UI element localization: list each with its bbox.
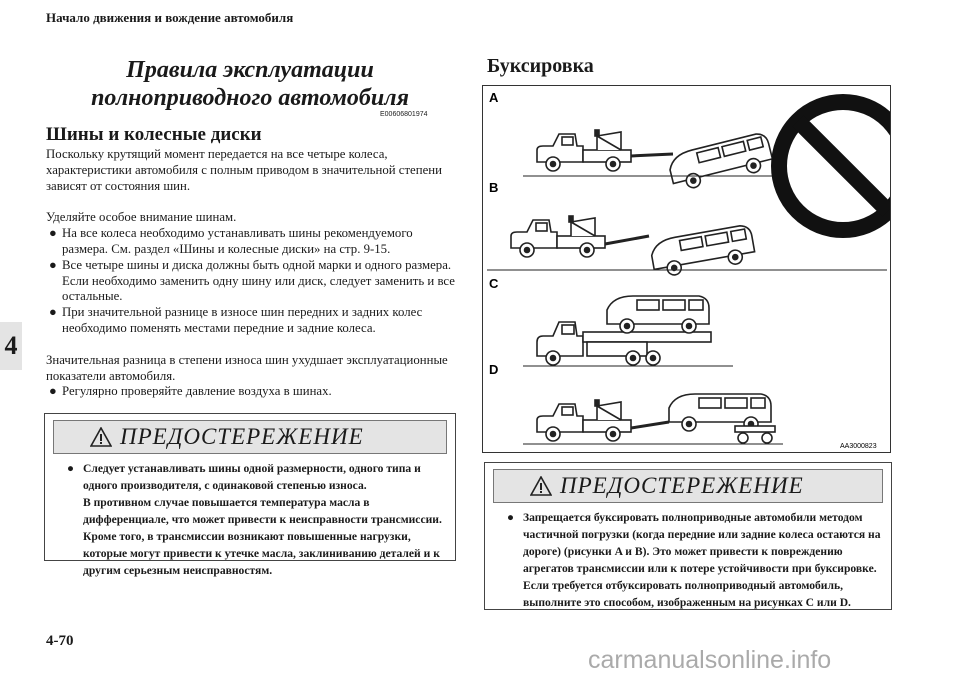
list-item: ● При значительной разнице в износе шин передних и задних колес необходимо поменять местами передние и задние колеса. xyxy=(49,305,423,335)
list-item: ● Регулярно проверяйте давление воздуха в шинах. xyxy=(49,384,332,399)
towing-figure xyxy=(482,85,891,453)
figure-label-b: B xyxy=(489,180,499,195)
bullet-icon: ● xyxy=(49,226,57,241)
figure-code: AA3000823 xyxy=(840,443,877,450)
tires-text xyxy=(46,147,456,400)
warning-title: ПРЕДОСТЕРЕЖЕНИЕ xyxy=(120,424,364,449)
paragraph: Поскольку крутящий момент передается на все четыре колеса, характеристики автомобиля с полным приводом в значительной степени зависят от состояния шин. xyxy=(46,147,442,193)
warning-body: ● Запрещается буксировать полноприводные автомобили методом частичной погрузки (когда передние или задние колеса остаются на дороге) (рисунки A и B). Это может привести к повреждению агрегатов трансмиссии или к потере устойчивости при буксировке. Если требуется отбуксировать полноприводный автомобиль, выполните это способом, изображенным на рисунках C или D. xyxy=(507,511,881,609)
figure-label-a: A xyxy=(489,90,499,105)
suv-a xyxy=(667,132,775,193)
list-item: ● Все четыре шины и диска должны быть одной марки и одного размера. xyxy=(49,257,452,272)
bullet-icon: ● xyxy=(49,384,57,399)
bullet-icon: ● xyxy=(49,257,57,272)
warning-box-towing xyxy=(484,462,892,610)
list-item-note: Если необходимо заменить одну шину или диск, следует заменить и все остальные. xyxy=(62,273,455,304)
tow-truck-d xyxy=(537,400,631,441)
paragraph: Уделяйте особое внимание шинам. xyxy=(46,210,237,225)
warning-box-tires xyxy=(44,413,456,577)
running-header: Начало движения и вождение автомобиля xyxy=(46,10,294,25)
dolly-d xyxy=(735,426,775,443)
warning-body: ● Следует устанавливать шины одной размерности, одного типа и одного производителя, с одинаковой степенью износа. В противном случае повышается температура масла в дифференциале, что может привести к неисправности трансмиссии. Кроме того, в трансмиссии возникают повышенные нагрузки, которые могут привести к утечке масла, заклиниванию деталей и к другим серьезным неисправностям. xyxy=(67,462,442,577)
tow-truck-b xyxy=(511,216,605,257)
section-code: E00606801974 xyxy=(380,111,428,118)
warning-title: ПРЕДОСТЕРЕЖЕНИЕ xyxy=(560,473,804,498)
no-entry-icon xyxy=(779,102,890,230)
bullet-icon: ● xyxy=(507,511,515,524)
bullet-icon: ● xyxy=(49,305,57,320)
suv-c xyxy=(607,296,709,333)
list-item: ● На все колеса необходимо устанавливать шины рекомендуемого размера. См. раздел «Шины и колесные диски» на стр. 9-15. xyxy=(49,226,413,256)
page-number: 4-70 xyxy=(46,633,74,649)
towing-illustration xyxy=(483,86,890,452)
chapter-tab: 4 xyxy=(0,322,22,370)
paragraph: Значительная разница в степени износа шин ухудшает эксплуатационные показатели автомобиля. xyxy=(46,352,448,383)
warning-header xyxy=(53,420,447,454)
warning-header xyxy=(493,469,883,503)
subsection-title: Шины и колесные диски xyxy=(46,124,262,145)
towing-title: Буксировка xyxy=(487,55,594,77)
bullet-icon: ● xyxy=(67,462,75,475)
figure-label-c: C xyxy=(489,276,499,291)
tow-truck-a xyxy=(537,130,631,171)
section-title: Правила эксплуатации полноприводного автомобиля xyxy=(91,57,409,111)
warning-triangle-icon xyxy=(90,427,112,447)
warning-triangle-icon xyxy=(530,476,552,496)
figure-label-d: D xyxy=(489,362,499,377)
watermark: carmanualsonline.info xyxy=(588,646,832,674)
